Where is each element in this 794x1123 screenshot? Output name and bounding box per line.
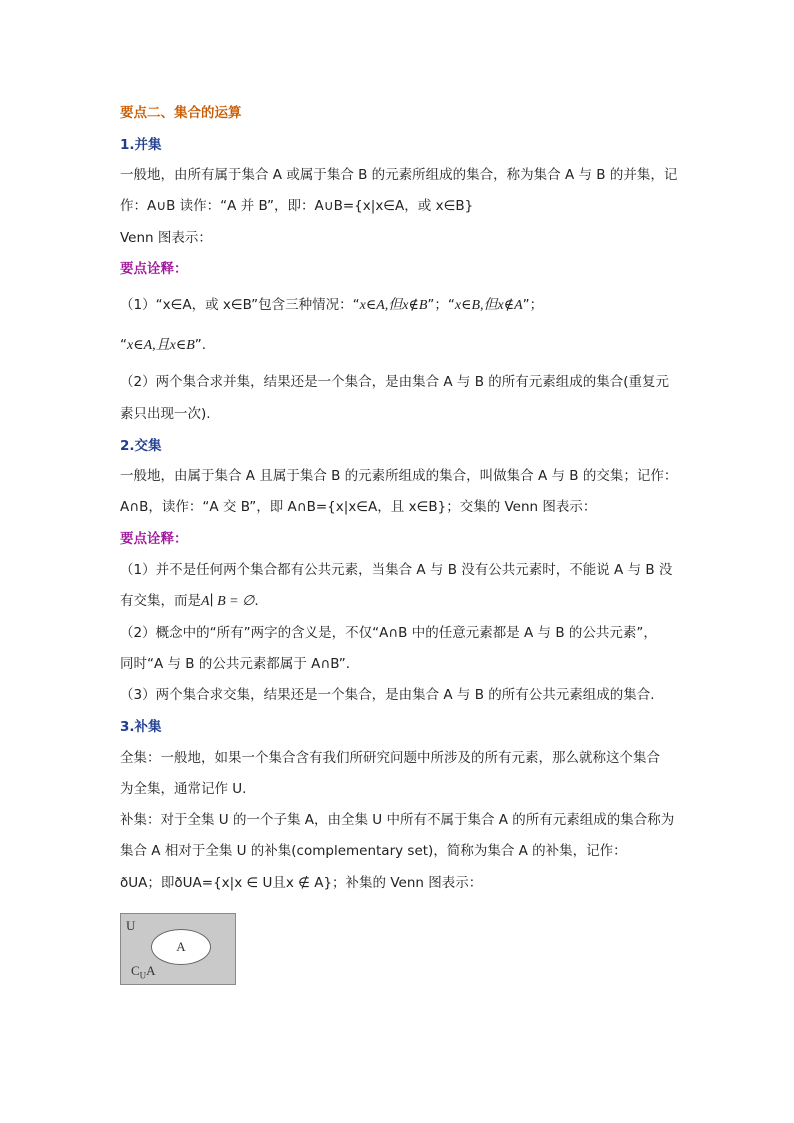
intersection-definition-line1: 一般地，由属于集合 A 且属于集合 B 的元素所组成的集合，叫做集合 A 与 B 的交集；记作： xyxy=(120,468,678,484)
venn-complement-a: A xyxy=(146,963,156,978)
complement-definition-line1: 补集：对于全集 U 的一个子集 A，由全集 U 中所有不属于集合 A 的所有元素组成的集合称为 xyxy=(120,812,675,828)
union-note1b-prefix: “ xyxy=(120,337,127,353)
union-note1-mid: ”；“ xyxy=(427,297,455,313)
union-venn-label: Venn 图表示： xyxy=(120,230,212,246)
venn-universal-label: U xyxy=(126,918,136,933)
section-heading: 要点二、集合的运算 xyxy=(120,105,242,121)
union-note1-prefix: （1）“x∈A，或 x∈B”包含三种情况：“ xyxy=(120,297,360,313)
intersection-note1-line1: （1）并不是任何两个集合都有公共元素，当集合 A 与 B 没有公共元素时，不能说 A 与 B 没 xyxy=(120,562,673,578)
union-note1 xyxy=(120,296,543,315)
intersection-note2-line1: （2）概念中的“所有”两字的含义是，不仅“A∩B 中的任意元素都是 A 与 B 的公共元素”， xyxy=(120,625,657,641)
union-note1-end: ”； xyxy=(522,297,544,313)
intersection-note1-end: . xyxy=(254,593,259,609)
venn-complement-c: C xyxy=(131,963,140,978)
complement-venn-diagram xyxy=(120,913,236,985)
venn-set-a-ellipse xyxy=(151,929,211,965)
union-definition-line2: 作：A∪B 读作：“A 并 B”，即：A∪B={x|x∈A，或 x∈B} xyxy=(120,198,474,214)
intersection-note3: （3）两个集合求交集，结果还是一个集合，是由集合 A 与 B 的所有公共元素组成的集合. xyxy=(120,687,655,703)
union-note2-line1: （2）两个集合求并集，结果还是一个集合，是由集合 A 与 B 的所有元素组成的集合(重复元 xyxy=(120,374,670,390)
intersection-title: 2.交集 xyxy=(120,438,162,454)
union-note-title: 要点诠释： xyxy=(120,261,188,277)
union-note2-line2: 素只出现一次). xyxy=(120,406,211,422)
complement-definition-line2: 集合 A 相对于全集 U 的补集(complementary set)，简称为集合 A 的补集，记作： xyxy=(120,843,627,859)
union-note1b-math: x∈A,且x∈B xyxy=(127,338,195,353)
venn-complement-label xyxy=(131,963,156,981)
union-note1-cont xyxy=(120,336,206,355)
intersection-note2-line2: 同时“A 与 B 的公共元素都属于 A∩B”. xyxy=(120,656,351,672)
venn-complement-sub: U xyxy=(139,970,147,981)
union-definition-line1: 一般地，由所有属于集合 A 或属于集合 B 的元素所组成的集合，称为集合 A 与 B 的并集，记 xyxy=(120,167,678,183)
intersection-definition-line2: A∩B，读作：“A 交 B”，即 A∩B={x|x∈A，且 x∈B}；交集的 Venn 图表示： xyxy=(120,499,597,515)
intersection-note1-prefix: 有交集，而是 xyxy=(120,593,201,609)
union-note1-math2: x∈B,但x∉A xyxy=(454,298,523,313)
intersection-note1-line2 xyxy=(120,592,259,611)
venn-set-a-label: A xyxy=(176,939,186,954)
intersection-note1-math: A∣ B = ∅ xyxy=(201,594,255,609)
universal-set-line2: 为全集，通常记作 U. xyxy=(120,781,247,797)
complement-title: 3.补集 xyxy=(120,719,162,735)
intersection-note-title: 要点诠释： xyxy=(120,531,188,547)
union-title: 1.并集 xyxy=(120,137,162,153)
union-note1b-end: ”. xyxy=(194,337,207,353)
universal-set-line1: 全集：一般地，如果一个集合含有我们所研究问题中所涉及的所有元素，那么就称这个集合 xyxy=(120,750,660,766)
union-note1-math1: x∈A,但x∉B xyxy=(359,298,428,313)
complement-definition-line3: ðUA；即ðUA={x|x ∈ U且x ∉ A}；补集的 Venn 图表示： xyxy=(120,875,483,891)
